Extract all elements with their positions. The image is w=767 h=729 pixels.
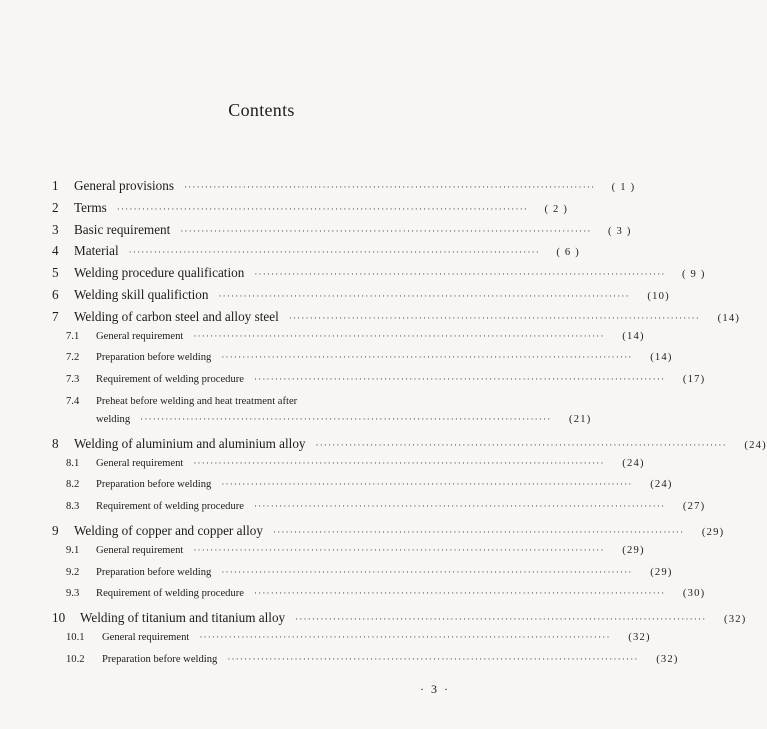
toc-entry-number: 10.1 [66, 631, 85, 643]
toc-leader: ·································································································· [180, 225, 592, 236]
toc-subentry[interactable] [52, 330, 645, 353]
toc-entry-title: Preparation before welding [96, 566, 212, 578]
toc-leader: ·································································································· [254, 269, 666, 280]
toc-entry-page: ( 3 ) [607, 225, 632, 237]
toc-entry-number: 9.3 [66, 588, 80, 600]
toc-entry-number: 8.3 [66, 501, 80, 513]
toc-entry-page: (24) [622, 457, 645, 469]
toc-leader: ·································································································· [315, 439, 727, 450]
toc-entry-page: ( 9 ) [681, 269, 706, 281]
toc-entry[interactable] [52, 286, 670, 309]
toc-entry[interactable] [52, 610, 747, 632]
toc-entry-title: Welding of copper and copper alloy [74, 522, 263, 538]
toc-subentry[interactable] [52, 544, 645, 567]
toc-entry-number: 6 [52, 286, 59, 302]
toc-entry-number: 9 [52, 522, 59, 538]
toc-entry-page: ( 1 ) [611, 182, 636, 193]
toc-entry-title: Welding procedure qualification [74, 265, 245, 281]
toc-entry[interactable] [52, 178, 636, 200]
toc-leader: ·································································································· [221, 566, 633, 577]
toc-entry-title: Preparation before welding [96, 352, 212, 364]
toc-entry-number: 1 [52, 178, 59, 193]
toc-entry-page: ( 6 ) [556, 247, 580, 259]
toc-entry[interactable] [52, 199, 569, 222]
toc-entry-title: Requirement of welding procedure [96, 588, 244, 600]
toc-entry-title: Welding of aluminium and aluminium alloy [74, 435, 306, 451]
toc-subentry[interactable] [52, 457, 645, 480]
toc-subentry[interactable] [52, 631, 651, 654]
toc-entry-number: 9.1 [66, 544, 80, 556]
toc-subentry[interactable] [52, 396, 470, 414]
toc-subentry[interactable] [52, 374, 706, 396]
table-of-contents [52, 178, 767, 676]
toc-entry-page: (24) [744, 439, 767, 451]
toc-leader: ·································································································· [183, 182, 596, 192]
toc-leader: ·································································································· [193, 457, 605, 468]
toc-entry-number: 9.2 [66, 566, 80, 578]
toc-leader: ·································································································· [253, 501, 666, 512]
toc-entry-number: 8.1 [66, 457, 80, 469]
toc-entry-title: Preparation before welding [102, 653, 218, 665]
toc-subentry[interactable] [52, 653, 679, 676]
toc-entry-title: welding [96, 413, 131, 425]
toc-subentry[interactable] [52, 352, 673, 374]
toc-entry-page: ( 2 ) [544, 203, 569, 215]
toc-entry-page: (27) [682, 501, 706, 513]
toc-entry-page: (10) [647, 290, 670, 302]
toc-leader: ·································································································· [227, 653, 639, 664]
page-number: · 3 · [420, 682, 450, 696]
toc-entry-number: 10.2 [66, 653, 85, 665]
toc-subentry[interactable] [52, 566, 673, 589]
toc-entry[interactable] [52, 435, 767, 458]
toc-entry-number: 8 [52, 435, 59, 451]
toc-entry-page: (17) [682, 374, 706, 386]
toc-entry-number: 4 [52, 243, 59, 259]
toc-leader: ·································································································· [218, 290, 630, 301]
toc-entry[interactable] [52, 522, 725, 545]
toc-leader: ·································································································· [253, 588, 666, 599]
toc-entry-page: (24) [650, 479, 673, 491]
toc-entry-page: (29) [701, 526, 725, 538]
toc-leader: ·································································································· [193, 330, 605, 341]
toc-entry-title: Basic requirement [74, 221, 171, 237]
toc-entry-title: Preparation before welding [96, 479, 212, 491]
toc-entry-number: 10 [52, 610, 66, 626]
toc-entry-title: Preheat before welding and heat treatment after [96, 395, 298, 407]
toc-entry-title: General requirement [96, 544, 184, 556]
toc-entry-title: Requirement of welding procedure [96, 501, 244, 513]
toc-entry-page: (32) [724, 614, 747, 626]
toc-entry-title: Material [74, 243, 119, 259]
toc-subentry[interactable] [52, 501, 706, 523]
toc-subentry-continuation[interactable] [52, 413, 592, 436]
toc-leader: ·································································································· [253, 374, 666, 385]
toc-entry-page: (29) [650, 566, 673, 578]
toc-entry-page: (14) [717, 312, 741, 324]
toc-leader: ·································································································· [221, 479, 633, 490]
toc-entry-number: 7.1 [66, 330, 80, 342]
toc-leader: ·································································································· [221, 352, 633, 363]
toc-entry-page: (29) [622, 544, 645, 556]
toc-entry-title: Welding skill qualifiction [74, 286, 209, 302]
toc-entry-title: Welding of carbon steel and alloy steel [74, 308, 279, 324]
toc-entry-number: 7.4 [66, 395, 80, 407]
toc-entry-title: General requirement [96, 330, 184, 342]
toc-entry-number: 8.2 [66, 479, 80, 491]
toc-entry-number: 2 [52, 199, 59, 215]
toc-entry[interactable] [52, 265, 706, 287]
page-title: Contents [228, 100, 295, 120]
toc-entry-title: Requirement of welding procedure [96, 374, 244, 386]
toc-entry-number: 3 [52, 221, 59, 237]
toc-subentry[interactable] [52, 479, 673, 501]
toc-entry-number: 7 [52, 308, 59, 324]
toc-subentry[interactable] [52, 588, 706, 610]
toc-leader: ·································································································· [140, 413, 552, 424]
toc-entry-title: Welding of titanium and titanium alloy [80, 610, 286, 626]
toc-leader: ·································································································· [116, 203, 529, 214]
toc-entry-title: General requirement [96, 457, 184, 469]
toc-leader: ·································································································· [193, 544, 605, 555]
toc-leader: ·································································································· [288, 312, 701, 323]
toc-leader: ·································································································· [199, 631, 611, 642]
toc-leader: ·································································································· [295, 614, 707, 625]
toc-entry-page: (14) [622, 330, 645, 342]
toc-entry-page: (21) [569, 413, 592, 425]
toc-entry-page: (14) [650, 352, 673, 364]
toc-entry-number: 5 [52, 265, 59, 281]
toc-entry[interactable] [52, 221, 632, 244]
toc-entry-page: (32) [628, 631, 651, 643]
toc-entry-title: General provisions [74, 178, 174, 193]
toc-leader: ·································································································· [128, 247, 540, 258]
toc-entry[interactable] [52, 308, 741, 331]
toc-entry[interactable] [52, 243, 580, 265]
toc-entry-title: Terms [74, 199, 107, 215]
toc-entry-page: (32) [656, 653, 679, 665]
toc-leader: ·································································································· [273, 526, 685, 537]
toc-entry-number: 7.2 [66, 352, 80, 364]
toc-entry-number: 7.3 [66, 374, 80, 386]
toc-entry-title: General requirement [102, 631, 190, 643]
toc-entry-page: (30) [682, 588, 706, 600]
